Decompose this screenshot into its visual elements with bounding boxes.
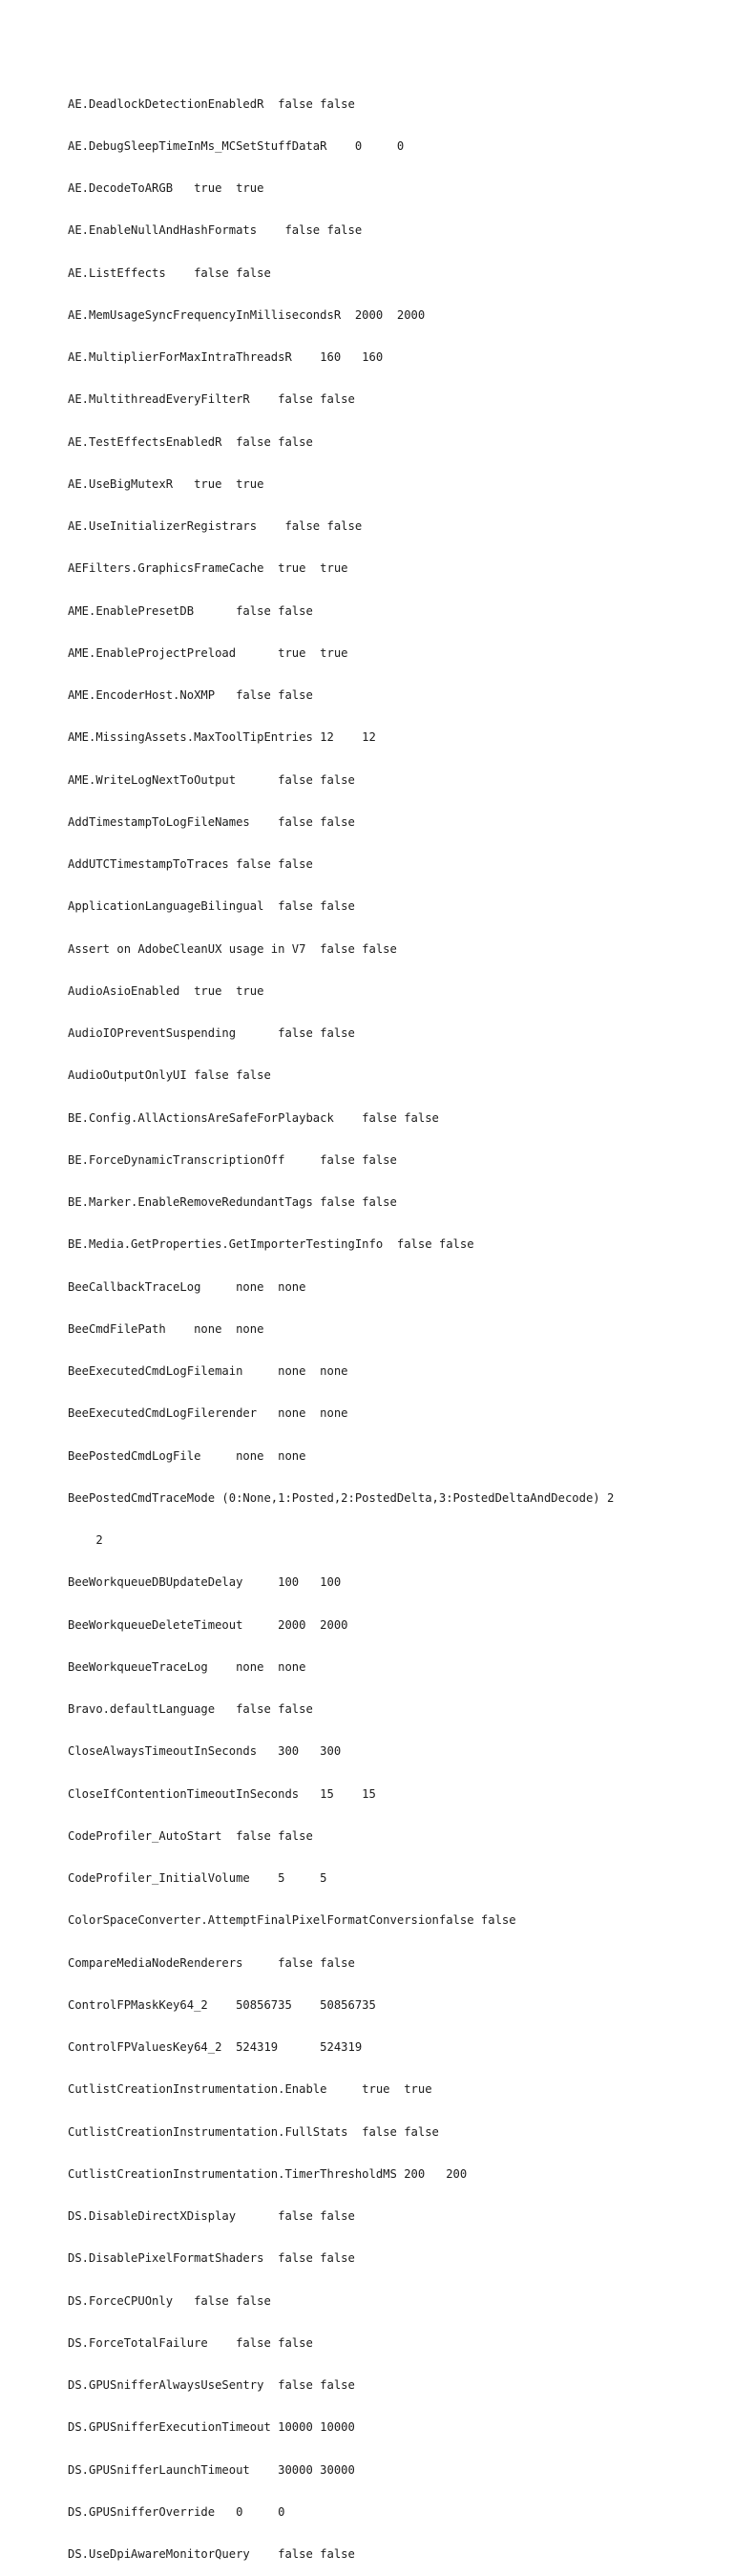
document-line: CodeProfiler_InitialVolume 5 5	[68, 1871, 327, 1885]
document-line: AME.EnableProjectPreload true true	[68, 645, 348, 660]
document-line: AE.DecodeToARGB true true	[68, 181, 264, 195]
document-line: AudioAsioEnabled true true	[68, 983, 264, 998]
document-line: AE.MultithreadEveryFilterR false false	[68, 392, 355, 407]
document-line: AddTimestampToLogFileNames false false	[68, 814, 355, 829]
document-line: BeeCmdFilePath none none	[68, 1321, 264, 1336]
document-line: AE.EnableNullAndHashFormats false false	[68, 223, 363, 238]
document-line: AE.UseInitializerRegistrars false false	[68, 519, 363, 533]
document-line: ControlFPValuesKey64_2 524319 524319	[68, 2040, 363, 2054]
document-line: BeeWorkqueueDeleteTimeout 2000 2000	[68, 1617, 348, 1632]
document-line: AME.WriteLogNextToOutput false false	[68, 772, 355, 787]
document-line: BeeWorkqueueDBUpdateDelay 100 100	[68, 1575, 342, 1590]
document-line: BeePostedCmdLogFile none none	[68, 1448, 306, 1463]
document-line: CutlistCreationInstrumentation.FullStats false false	[68, 2124, 439, 2139]
document-line: BeeExecutedCmdLogFilerender none none	[68, 1406, 348, 1421]
document-line: CutlistCreationInstrumentation.Enable true true	[68, 2082, 432, 2097]
document-line: AE.MultiplierForMaxIntraThreadsR 160 160	[68, 350, 384, 364]
document-line: AE.MemUsageSyncFrequencyInMillisecondsR 2000 2000	[68, 307, 426, 322]
document-line: DS.GPUSnifferExecutionTimeout 10000 10000	[68, 2420, 355, 2435]
document-line: DS.UseDpiAwareMonitorQuery false false	[68, 2547, 355, 2561]
document-line: CodeProfiler_AutoStart false false	[68, 1828, 313, 1843]
document-line: AME.MissingAssets.MaxToolTipEntries 12 12	[68, 730, 376, 745]
document-line: AME.EncoderHost.NoXMP false false	[68, 688, 313, 702]
document-line: DS.GPUSnifferLaunchTimeout 30000 30000	[68, 2462, 355, 2477]
document-line: AE.UseBigMutexR true true	[68, 476, 264, 491]
document-line: DS.DisablePixelFormatShaders false false	[68, 2251, 355, 2266]
document-line: AE.DeadlockDetectionEnabledR false false	[68, 96, 355, 111]
document-line: BeeExecutedCmdLogFilemain none none	[68, 1364, 348, 1378]
document-line: BE.Marker.EnableRemoveRedundantTags false false	[68, 1195, 397, 1209]
document-line: BE.Media.GetProperties.GetImporterTestingInfo false false	[68, 1237, 474, 1252]
document-line: ApplicationLanguageBilingual false false	[68, 899, 355, 914]
document-line: DS.GPUSnifferAlwaysUseSentry false false	[68, 2378, 355, 2392]
document-line: AudioIOPreventSuspending false false	[68, 1026, 355, 1040]
document-line-continuation: 2	[68, 1533, 103, 1547]
document-line: Assert on AdobeCleanUX usage in V7 false false	[68, 941, 397, 956]
document-line: BeeWorkqueueTraceLog none none	[68, 1659, 306, 1674]
document-line: BeeCallbackTraceLog none none	[68, 1279, 306, 1294]
document-line: BeePostedCmdTraceMode (0:None,1:Posted,2:PostedDelta,3:PostedDeltaAndDecode) 2	[68, 1490, 615, 1505]
document-line: AE.TestEffectsEnabledR false false	[68, 434, 313, 449]
document-line: BE.Config.AllActionsAreSafeForPlayback false false	[68, 1110, 439, 1125]
document-line: AE.ListEffects false false	[68, 265, 271, 280]
document-line: DS.DisableDirectXDisplay false false	[68, 2209, 355, 2223]
document-line: ControlFPMaskKey64_2 50856735 50856735	[68, 1997, 376, 2012]
document-line: CompareMediaNodeRenderers false false	[68, 1955, 355, 1970]
document-line: AudioOutputOnlyUI false false	[68, 1068, 271, 1083]
document-line: DS.GPUSnifferOverride 0 0	[68, 2504, 285, 2519]
document-line: AME.EnablePresetDB false false	[68, 603, 313, 618]
document-line: AEFilters.GraphicsFrameCache true true	[68, 561, 348, 576]
document-line: CutlistCreationInstrumentation.TimerThresholdMS 200 200	[68, 2166, 468, 2181]
document-line: CloseAlwaysTimeoutInSeconds 300 300	[68, 1744, 342, 1759]
document-line: AE.DebugSleepTimeInMs_MCSetStuffDataR 0 0	[68, 138, 405, 153]
preferences-dump-document	[68, 69, 726, 2576]
document-line: AddUTCTimestampToTraces false false	[68, 857, 313, 871]
document-line: DS.ForceTotalFailure false false	[68, 2335, 313, 2350]
document-line: CloseIfContentionTimeoutInSeconds 15 15	[68, 1786, 376, 1801]
document-line: BE.ForceDynamicTranscriptionOff false false	[68, 1152, 397, 1167]
document-line: DS.ForceCPUOnly false false	[68, 2293, 271, 2308]
document-line: ColorSpaceConverter.AttemptFinalPixelFormatConversionfalse false	[68, 1913, 516, 1928]
document-line: Bravo.defaultLanguage false false	[68, 1702, 313, 1716]
